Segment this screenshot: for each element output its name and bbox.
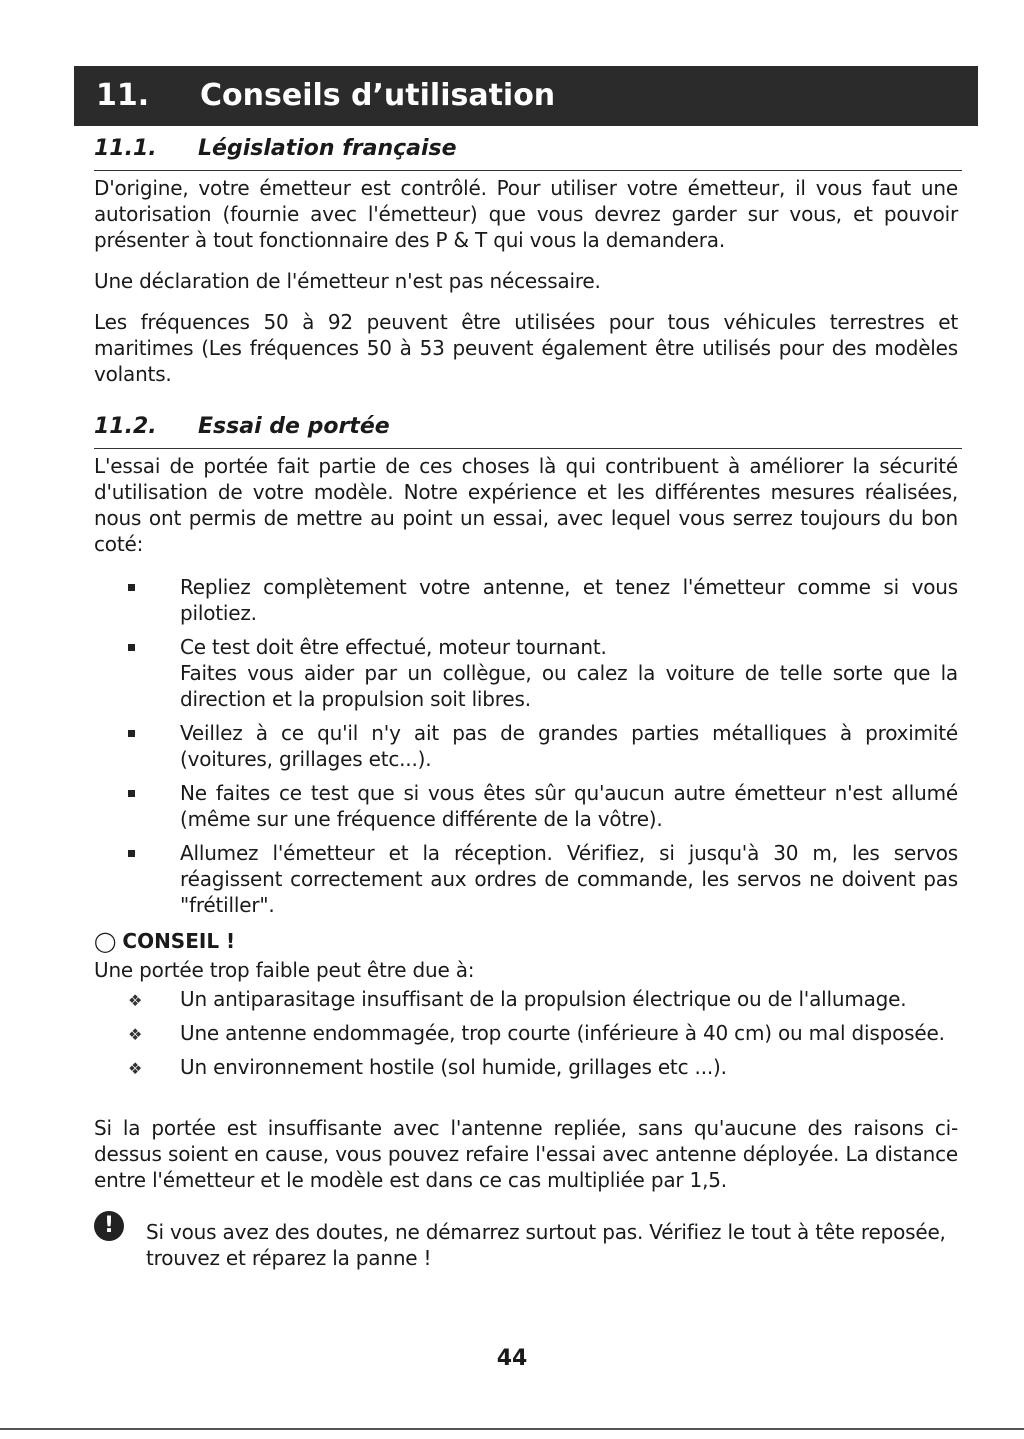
list-item: Allumez l'émetteur et la réception. Vérifiez, si jusqu'à 30 m, les servos réagissent correctement aux ordres de commande, les servos ne doivent pas "frétiller". [94, 840, 958, 918]
section-number: 11.2. [94, 414, 157, 439]
square-bullet-icon [128, 850, 135, 857]
paragraph: D'origine, votre émetteur est contrôlé. Pour utiliser votre émetteur, il vous faut une autorisation (fournie avec l'émetteur) que vous devrez garder sur vous, et pouvoir présenter à tout fonctionnaire des P & T qui vous la demandera. [94, 176, 958, 252]
square-bullet-icon [128, 584, 135, 591]
square-bullet-icon [128, 730, 135, 737]
paragraph: Si la portée est insuffisante avec l'antenne repliée, sans qu'aucune des raisons ci-dessus soient en cause, vous pouvez refaire l'essai avec antenne déployée. La distance entre l'émetteur et le modèle est dans ce cas multipliée par 1,5. [94, 1116, 958, 1192]
chapter-title: Conseils d’utilisation [200, 78, 556, 113]
diamond-bullet-icon: ❖ [128, 1059, 143, 1078]
section-title: Législation française [198, 136, 457, 161]
list-item: ❖ Un environnement hostile (sol humide, grillages etc ...). [94, 1054, 958, 1080]
list-item: Repliez complètement votre antenne, et tenez l'émetteur comme si vous pilotiez. [94, 574, 958, 626]
paragraph: Une déclaration de l'émetteur n'est pas nécessaire. [94, 269, 601, 293]
list-item: Ce test doit être effectué, moteur tournant. [94, 634, 958, 660]
warning-text: Si vous avez des doutes, ne démarrez surtout pas. Vérifiez le tout à tête reposée, trouvez et réparez la panne ! [146, 1220, 946, 1270]
list-item: ❖ Un antiparasitage insuffisant de la propulsion électrique ou de l'allumage. [94, 986, 958, 1012]
square-bullet-icon [128, 644, 135, 651]
divider [0, 1428, 1024, 1430]
section-title: Essai de portée [198, 414, 390, 439]
section-heading-legislation [94, 136, 962, 171]
chapter-header [74, 66, 978, 126]
paragraph: Les fréquences 50 à 92 peuvent être utilisées pour tous véhicules terrestres et maritimes (Les fréquences 50 à 53 peuvent également être utilisés pour des modèles volants. [94, 310, 958, 386]
lightbulb-icon: ◯ [94, 929, 117, 953]
tip-heading: ◯ CONSEIL ! [94, 929, 236, 953]
list-item: Ne faites ce test que si vous êtes sûr qu'aucun autre émetteur n'est allumé (même sur une fréquence différente de la vôtre). [94, 780, 958, 832]
chapter-number: 11. [96, 78, 150, 113]
square-bullet-icon [128, 790, 135, 797]
page-number: 44 [496, 1346, 528, 1371]
section-number: 11.1. [94, 136, 157, 161]
diamond-bullet-icon: ❖ [128, 1025, 143, 1044]
exclamation-icon: ! [94, 1211, 124, 1241]
section-heading-essai [94, 414, 962, 449]
paragraph: L'essai de portée fait partie de ces choses là qui contribuent à améliorer la sécurité d'utilisation de votre modèle. Notre expérience et les différentes mesures réalisées, nous ont permis de mettre au point un essai, avec lequel vous serrez toujours du bon coté: [94, 454, 958, 556]
list-item: ❖ Une antenne endommagée, trop courte (inférieure à 40 cm) ou mal disposée. [94, 1020, 958, 1046]
diamond-bullet-icon: ❖ [128, 991, 143, 1010]
list-item: Veillez à ce qu'il n'y ait pas de grandes parties métalliques à proximité (voitures, grillages etc...). [94, 720, 958, 772]
tip-list [94, 986, 958, 1080]
list-item-continuation: Faites vous aider par un collègue, ou calez la voiture de telle sorte que la direction et la propulsion soit libres. [180, 661, 958, 711]
bullet-list [94, 574, 958, 918]
tip-intro: Une portée trop faible peut être due à: [94, 958, 475, 982]
